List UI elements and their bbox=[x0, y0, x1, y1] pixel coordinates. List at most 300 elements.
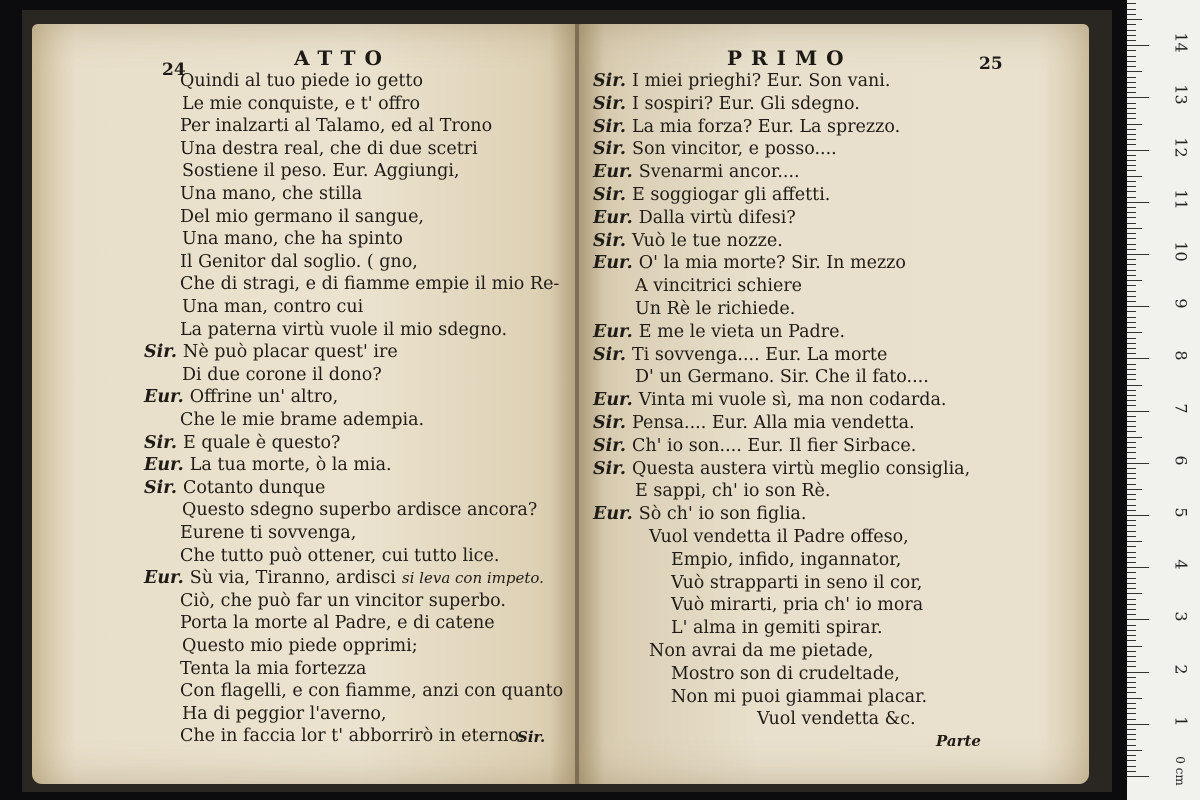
verse-line bbox=[593, 207, 796, 229]
open-book bbox=[22, 10, 1112, 792]
ruler-tick bbox=[1127, 301, 1136, 302]
line-text: E me le vieta un Padre. bbox=[638, 321, 846, 342]
ruler-tick bbox=[1127, 332, 1142, 333]
ruler-tick bbox=[1127, 50, 1136, 51]
ruler-label: 6 bbox=[1171, 455, 1191, 466]
verse-line bbox=[144, 454, 392, 476]
ruler-tick bbox=[1127, 703, 1136, 704]
ruler-tick bbox=[1127, 264, 1136, 265]
running-head-right: PRIMO bbox=[727, 46, 853, 70]
ruler-tick bbox=[1127, 588, 1136, 589]
ruler-tick bbox=[1127, 390, 1136, 391]
ruler-tick bbox=[1127, 672, 1149, 673]
verse-line bbox=[671, 594, 923, 616]
verse-line bbox=[593, 389, 946, 411]
ruler-label: 9 bbox=[1171, 298, 1191, 309]
verse-line bbox=[180, 273, 559, 295]
ruler-tick bbox=[1127, 515, 1149, 516]
ruler-label: 1 bbox=[1171, 716, 1191, 727]
verse-line bbox=[180, 590, 506, 612]
line-text: Che di stragi, e di fiamme empie il mio Re- bbox=[180, 274, 560, 295]
verse-line bbox=[593, 412, 915, 434]
verse-line bbox=[593, 93, 860, 115]
ruler-tick bbox=[1127, 713, 1136, 714]
ruler-tick bbox=[1127, 108, 1136, 109]
ruler-tick bbox=[1127, 296, 1136, 297]
ruler-tick bbox=[1127, 400, 1136, 401]
ruler-tick bbox=[1127, 379, 1136, 380]
verse-line bbox=[180, 658, 366, 680]
catchword-left: Sir. bbox=[517, 728, 546, 746]
ruler-tick bbox=[1127, 249, 1136, 250]
verse-line bbox=[144, 386, 338, 408]
verse-line bbox=[671, 572, 922, 594]
ruler-tick bbox=[1127, 734, 1136, 735]
ruler-tick bbox=[1127, 578, 1136, 579]
ruler-tick bbox=[1127, 19, 1142, 20]
ruler-tick bbox=[1127, 150, 1149, 151]
verse-line bbox=[635, 275, 802, 297]
ruler-tick bbox=[1127, 217, 1136, 218]
ruler-tick bbox=[1127, 238, 1136, 239]
ruler-tick bbox=[1127, 458, 1136, 459]
speaker-label: Eur. bbox=[144, 455, 184, 476]
ruler-tick bbox=[1127, 421, 1136, 422]
ruler-tick bbox=[1127, 625, 1136, 626]
ruler-tick bbox=[1127, 212, 1136, 213]
line-text: I sospiri? Eur. Gli sdegno. bbox=[632, 93, 860, 114]
ruler-tick bbox=[1127, 708, 1136, 709]
verse-line bbox=[144, 567, 544, 589]
verse-line bbox=[671, 617, 883, 639]
ruler-tick bbox=[1127, 228, 1142, 229]
verse-line bbox=[144, 341, 398, 363]
ruler-tick bbox=[1127, 124, 1142, 125]
line-text: Ch' io son.... Eur. Il fier Sirbace. bbox=[632, 435, 917, 456]
ruler-label: 4 bbox=[1171, 559, 1191, 570]
line-text: E quale è questo? bbox=[183, 432, 341, 453]
ruler-tick bbox=[1127, 311, 1136, 312]
line-text: Vinta mi vuole sì, ma non codarda. bbox=[638, 390, 947, 411]
page-number-right: 25 bbox=[979, 54, 1003, 74]
verse-line bbox=[593, 116, 900, 138]
verse-line bbox=[635, 480, 830, 502]
ruler-tick bbox=[1127, 640, 1136, 641]
verse-line bbox=[180, 251, 418, 273]
ruler-tick bbox=[1127, 677, 1136, 678]
ruler-tick bbox=[1127, 202, 1149, 203]
ruler-tick bbox=[1127, 489, 1142, 490]
ruler-tick bbox=[1127, 306, 1149, 307]
ruler-label: 5 bbox=[1171, 507, 1191, 518]
ruler-tick bbox=[1127, 134, 1136, 135]
ruler-tick bbox=[1127, 103, 1136, 104]
line-text: Vuol vendetta &c. bbox=[757, 709, 916, 730]
ruler-tick bbox=[1127, 14, 1136, 15]
verse-line bbox=[180, 70, 423, 92]
ruler-tick bbox=[1127, 191, 1136, 192]
ruler-tick bbox=[1127, 724, 1149, 725]
line-text: Le mie conquiste, e t' offro bbox=[182, 93, 421, 114]
ruler-tick bbox=[1127, 291, 1136, 292]
verse-line bbox=[671, 549, 901, 571]
line-text: Non avrai da me pietade, bbox=[649, 641, 874, 661]
ruler-label: 13 bbox=[1171, 84, 1191, 106]
verse-line bbox=[144, 432, 340, 454]
ruler-tick bbox=[1127, 750, 1142, 751]
speaker-label: Sir. bbox=[593, 93, 626, 114]
ruler-tick bbox=[1127, 463, 1149, 464]
ruler-tick bbox=[1127, 181, 1136, 182]
ruler-tick bbox=[1127, 635, 1136, 636]
ruler-tick bbox=[1127, 275, 1136, 276]
ruler-tick bbox=[1127, 207, 1136, 208]
verse-line bbox=[593, 161, 800, 183]
line-text: L' alma in gemiti spirar. bbox=[671, 618, 883, 639]
ruler-tick bbox=[1127, 369, 1136, 370]
ruler-tick bbox=[1127, 9, 1136, 10]
verse-line bbox=[182, 296, 363, 318]
verse-line bbox=[635, 366, 929, 388]
ruler-tick bbox=[1127, 431, 1136, 432]
page-number-left: 24 bbox=[162, 60, 186, 80]
verse-line bbox=[593, 435, 916, 457]
verse-line bbox=[182, 160, 460, 182]
ruler-tick bbox=[1127, 552, 1136, 553]
line-text: Tenta la mia fortezza bbox=[180, 658, 367, 679]
ruler-tick bbox=[1127, 343, 1136, 344]
ruler-tick bbox=[1127, 687, 1136, 688]
verse-line bbox=[180, 319, 507, 341]
ruler-tick bbox=[1127, 692, 1136, 693]
speaker-label: Eur. bbox=[593, 162, 633, 183]
verse-line bbox=[649, 640, 873, 662]
ruler-tick bbox=[1127, 30, 1136, 31]
ruler-tick bbox=[1127, 259, 1136, 260]
ruler-tick bbox=[1127, 405, 1136, 406]
line-text: Una destra real, che di due scetri bbox=[180, 138, 478, 159]
line-text: Ciò, che può far un vincitor superbo. bbox=[180, 590, 506, 611]
ruler-tick bbox=[1127, 77, 1136, 78]
line-text: A vincitrici schiere bbox=[635, 276, 803, 297]
verse-line bbox=[180, 680, 563, 702]
measuring-ruler bbox=[1127, 0, 1200, 800]
line-text: Che in faccia lor t' abborrirò in eterno. bbox=[180, 726, 525, 747]
line-text: Vuò mirarti, pria ch' io mora bbox=[671, 595, 924, 616]
ruler-tick bbox=[1127, 698, 1142, 699]
ruler-tick bbox=[1127, 176, 1142, 177]
line-text: Cotanto dunque bbox=[183, 477, 326, 498]
ruler-tick bbox=[1127, 656, 1136, 657]
verse-line bbox=[757, 708, 916, 730]
speaker-label: Sir. bbox=[144, 432, 177, 453]
ruler-tick bbox=[1127, 536, 1136, 537]
left-page bbox=[32, 24, 577, 784]
ruler-tick bbox=[1127, 411, 1149, 412]
ruler-tick bbox=[1127, 61, 1136, 62]
verse-line bbox=[180, 725, 524, 747]
ruler-label: 8 bbox=[1171, 350, 1191, 361]
ruler-tick bbox=[1127, 646, 1142, 647]
speaker-label: Eur. bbox=[144, 387, 184, 408]
ruler-label: 0 cm bbox=[1173, 756, 1187, 786]
line-text: Mostro son di crudeltade, bbox=[671, 663, 900, 684]
ruler-tick bbox=[1127, 520, 1136, 521]
ruler-tick bbox=[1127, 468, 1136, 469]
ruler-tick bbox=[1127, 270, 1136, 271]
running-head-left: ATTO bbox=[294, 46, 391, 70]
line-text: Che le mie brame adempia. bbox=[180, 410, 425, 430]
line-text: Vuol vendetta il Padre offeso, bbox=[649, 527, 909, 547]
ruler-tick bbox=[1127, 223, 1136, 224]
verse-line bbox=[182, 228, 403, 250]
verse-line bbox=[180, 183, 362, 205]
ruler-tick bbox=[1127, 541, 1142, 542]
verse-line bbox=[182, 364, 382, 386]
ruler-label: 7 bbox=[1171, 403, 1191, 414]
ruler-tick bbox=[1127, 499, 1136, 500]
ruler-label: 10 bbox=[1171, 241, 1191, 262]
verse-line bbox=[182, 499, 537, 521]
speaker-label: Sir. bbox=[593, 139, 626, 160]
ruler-tick bbox=[1127, 155, 1136, 156]
line-text: Una man, contro cui bbox=[182, 297, 364, 317]
line-text: Il Genitor dal soglio. ( gno, bbox=[180, 251, 418, 272]
line-text: Una mano, che stilla bbox=[180, 184, 363, 204]
verse-line bbox=[635, 298, 795, 320]
ruler-tick bbox=[1127, 358, 1149, 359]
verse-line bbox=[180, 409, 424, 431]
ruler-tick bbox=[1127, 71, 1142, 72]
ruler-tick bbox=[1127, 452, 1136, 453]
ruler-tick bbox=[1127, 437, 1142, 438]
verse-line bbox=[593, 503, 806, 525]
ruler-tick bbox=[1127, 160, 1136, 161]
ruler-tick bbox=[1127, 739, 1136, 740]
line-text: Dalla virtù difesi? bbox=[638, 207, 796, 228]
ruler-tick bbox=[1127, 364, 1136, 365]
ruler-tick bbox=[1127, 144, 1136, 145]
ruler-tick bbox=[1127, 745, 1136, 746]
ruler-tick bbox=[1127, 66, 1136, 67]
speaker-label: Sir. bbox=[593, 116, 626, 137]
ruler-tick bbox=[1127, 416, 1136, 417]
line-text: La mia forza? Eur. La sprezzo. bbox=[632, 116, 901, 137]
line-text: Empio, infido, ingannator, bbox=[671, 549, 902, 570]
line-text: Pensa.... Eur. Alla mia vendetta. bbox=[632, 413, 915, 433]
line-text: Questo sdegno superbo ardisce ancora? bbox=[182, 500, 538, 521]
speaker-label: Eur. bbox=[593, 253, 633, 274]
line-text: La tua morte, ò la mia. bbox=[189, 455, 392, 476]
line-text: Sò ch' io son figlia. bbox=[638, 504, 807, 525]
verse-line bbox=[593, 321, 845, 343]
line-text: Di due corone il dono? bbox=[182, 364, 382, 385]
ruler-tick bbox=[1127, 666, 1136, 667]
verse-line bbox=[180, 522, 356, 544]
ruler-tick bbox=[1127, 426, 1136, 427]
line-text: E sappi, ch' io son Rè. bbox=[635, 481, 831, 502]
ruler-tick bbox=[1127, 651, 1136, 652]
ruler-tick bbox=[1127, 567, 1149, 568]
verse-line bbox=[180, 138, 478, 160]
ruler-tick bbox=[1127, 525, 1136, 526]
verse-line bbox=[182, 703, 386, 725]
line-text: Vuò strapparti in seno il cor, bbox=[671, 572, 923, 593]
ruler-tick bbox=[1127, 280, 1142, 281]
ruler-tick bbox=[1127, 776, 1149, 777]
line-text: Quindi al tuo piede io getto bbox=[180, 71, 423, 91]
ruler-tick bbox=[1127, 170, 1136, 171]
line-text: Ti sovvenga.... Eur. La morte bbox=[632, 344, 888, 365]
speaker-label: Sir. bbox=[593, 435, 626, 456]
ruler-label: 14 bbox=[1171, 32, 1191, 53]
stage-direction: si leva con impeto. bbox=[401, 569, 544, 588]
line-text: Per inalzarti al Talamo, ed al Trono bbox=[180, 116, 493, 137]
ruler-label: 11 bbox=[1171, 189, 1191, 210]
ruler-tick bbox=[1127, 233, 1136, 234]
ruler-tick bbox=[1127, 244, 1136, 245]
verse-line bbox=[182, 93, 420, 115]
ruler-tick bbox=[1127, 92, 1136, 93]
ruler-tick bbox=[1127, 254, 1149, 255]
ruler-tick bbox=[1127, 478, 1136, 479]
ruler-tick bbox=[1127, 338, 1136, 339]
line-text: Svenarmi ancor.... bbox=[638, 162, 800, 183]
verse-line bbox=[180, 612, 495, 634]
verse-line bbox=[593, 70, 890, 92]
ruler-tick bbox=[1127, 604, 1136, 605]
line-text: O' la mia morte? Sir. In mezzo bbox=[638, 253, 906, 274]
line-text: Son vincitor, e posso.... bbox=[632, 139, 837, 160]
speaker-label: Eur. bbox=[593, 207, 633, 228]
ruler-tick bbox=[1127, 630, 1136, 631]
ruler-label: 2 bbox=[1171, 664, 1191, 675]
verse-line bbox=[671, 686, 927, 708]
ruler-tick bbox=[1127, 494, 1136, 495]
ruler-tick bbox=[1127, 484, 1136, 485]
verse-line bbox=[593, 230, 783, 252]
line-text: Sù via, Tiranno, ardisci bbox=[189, 568, 396, 589]
line-text: D' un Germano. Sir. Che il fato.... bbox=[635, 367, 929, 388]
speaker-label: Sir. bbox=[144, 477, 177, 498]
speaker-label: Eur. bbox=[593, 321, 633, 342]
ruler-tick bbox=[1127, 531, 1136, 532]
speaker-label: Eur. bbox=[144, 568, 184, 589]
ruler-tick bbox=[1127, 197, 1136, 198]
ruler-tick bbox=[1127, 3, 1136, 4]
line-text: Vuò le tue nozze. bbox=[632, 230, 783, 251]
ruler-tick bbox=[1127, 395, 1136, 396]
right-page bbox=[579, 24, 1089, 784]
verse-line bbox=[182, 635, 418, 657]
ruler-tick bbox=[1127, 186, 1136, 187]
ruler-tick bbox=[1127, 87, 1136, 88]
ruler-tick bbox=[1127, 45, 1149, 46]
ruler-tick bbox=[1127, 24, 1136, 25]
ruler-tick bbox=[1127, 755, 1136, 756]
ruler-tick bbox=[1127, 682, 1136, 683]
speaker-label: Sir. bbox=[593, 71, 626, 91]
line-text: Questa austera virtù meglio consiglia, bbox=[632, 458, 971, 479]
ruler-tick bbox=[1127, 129, 1136, 130]
verse-line bbox=[180, 115, 492, 137]
speaker-label: Sir. bbox=[144, 342, 177, 363]
ruler-tick bbox=[1127, 97, 1149, 98]
verse-line bbox=[180, 206, 424, 228]
speaker-label: Sir. bbox=[593, 458, 626, 479]
line-text: Nè può placar quest' ire bbox=[183, 342, 398, 363]
speaker-label: Eur. bbox=[593, 390, 633, 411]
ruler-tick bbox=[1127, 572, 1136, 573]
verse-line bbox=[144, 477, 325, 499]
ruler-tick bbox=[1127, 510, 1136, 511]
ruler-tick bbox=[1127, 113, 1136, 114]
line-text: Con flagelli, e con fiamme, anzi con quanto bbox=[180, 681, 564, 702]
line-text: Un Rè le richiede. bbox=[635, 299, 796, 319]
ruler-tick bbox=[1127, 40, 1136, 41]
ruler-tick bbox=[1127, 599, 1136, 600]
line-text: Ha di peggior l'averno, bbox=[182, 703, 387, 724]
ruler-tick bbox=[1127, 353, 1136, 354]
line-text: Questo mio piede opprimi; bbox=[182, 636, 418, 656]
ruler-tick bbox=[1127, 557, 1136, 558]
verse-line bbox=[593, 344, 887, 366]
ruler-tick bbox=[1127, 505, 1136, 506]
line-text: Offrine un' altro, bbox=[189, 387, 339, 408]
line-text: I miei prieghi? Eur. Son vani. bbox=[632, 71, 891, 91]
ruler-tick bbox=[1127, 447, 1136, 448]
verse-line bbox=[593, 252, 906, 274]
speaker-label: Eur. bbox=[593, 504, 633, 525]
ruler-tick bbox=[1127, 327, 1136, 328]
verse-line bbox=[593, 458, 970, 480]
ruler-tick bbox=[1127, 583, 1136, 584]
line-text: La paterna virtù vuole il mio sdegno. bbox=[180, 319, 508, 340]
speaker-label: Sir. bbox=[593, 413, 626, 433]
ruler-tick bbox=[1127, 82, 1136, 83]
ruler-tick bbox=[1127, 619, 1149, 620]
speaker-label: Sir. bbox=[593, 344, 626, 365]
ruler-tick bbox=[1127, 609, 1136, 610]
ruler-tick bbox=[1127, 661, 1136, 662]
ruler-tick bbox=[1127, 317, 1136, 318]
ruler-tick bbox=[1127, 56, 1136, 57]
speaker-label: Sir. bbox=[593, 185, 626, 205]
ruler-label: 3 bbox=[1171, 611, 1191, 622]
ruler-tick bbox=[1127, 118, 1136, 119]
ruler-tick bbox=[1127, 374, 1136, 375]
ruler-tick bbox=[1127, 771, 1136, 772]
ruler-tick bbox=[1127, 442, 1136, 443]
verse-line bbox=[180, 545, 499, 567]
ruler-tick bbox=[1127, 322, 1136, 323]
line-text: Porta la morte al Padre, e di catene bbox=[180, 613, 495, 634]
ruler-tick bbox=[1127, 562, 1136, 563]
ruler-tick bbox=[1127, 139, 1136, 140]
verse-line bbox=[671, 663, 900, 685]
ruler-tick bbox=[1127, 35, 1136, 36]
speaker-label: Sir. bbox=[593, 230, 626, 251]
ruler-tick bbox=[1127, 760, 1136, 761]
ruler-label: 12 bbox=[1171, 136, 1191, 158]
ruler-tick bbox=[1127, 614, 1136, 615]
ruler-tick bbox=[1127, 165, 1136, 166]
ruler-tick bbox=[1127, 593, 1142, 594]
ruler-tick bbox=[1127, 348, 1136, 349]
verse-line bbox=[593, 184, 830, 206]
catchword-right: Parte bbox=[936, 732, 981, 750]
ruler-tick bbox=[1127, 729, 1136, 730]
